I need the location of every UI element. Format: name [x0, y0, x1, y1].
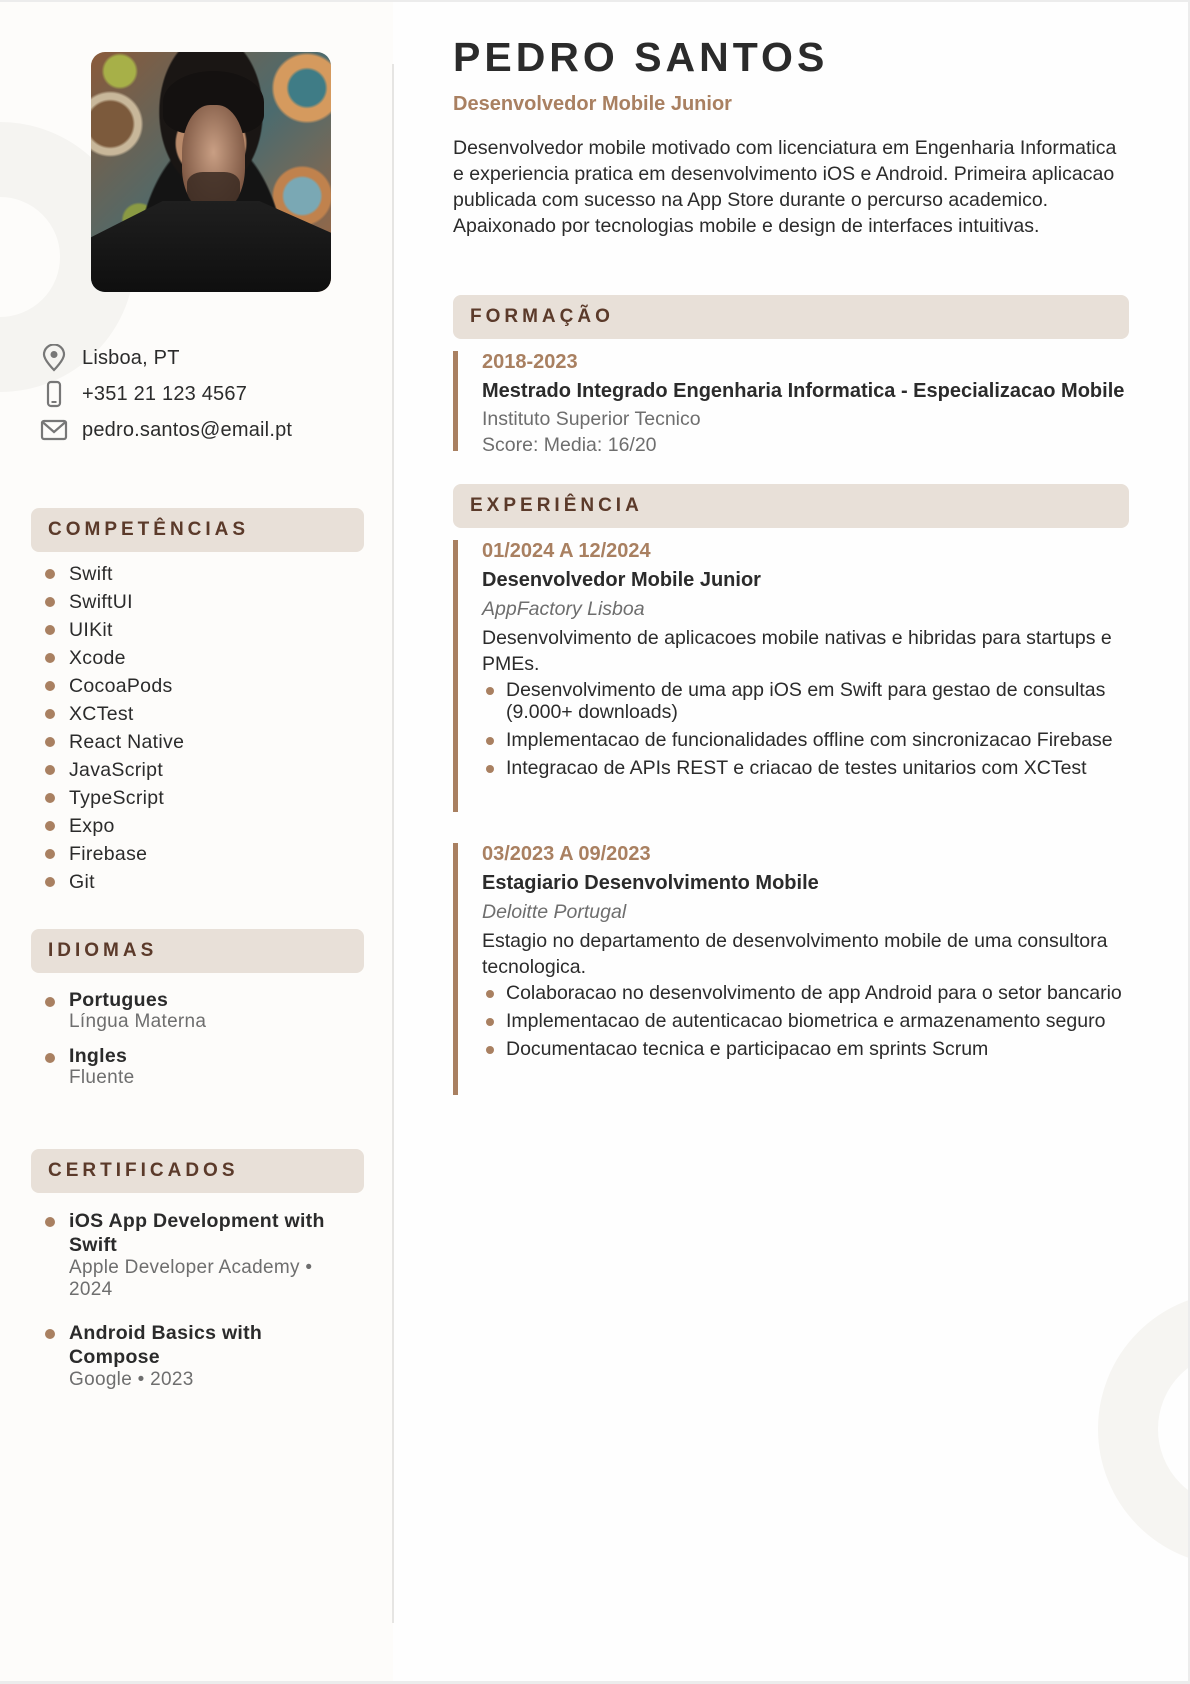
bullet-dot-icon: [486, 687, 494, 695]
certificates-section: [31, 1149, 364, 1411]
bullet-dot-icon: [486, 1046, 494, 1054]
timeline-bar: [453, 540, 458, 812]
experience-title: Desenvolvedor Mobile Junior: [482, 569, 761, 591]
skill-item: Expo: [31, 812, 364, 840]
bullet-dot-icon: [45, 709, 55, 719]
certificate-item: Android Basics with Compose Google • 2023: [31, 1321, 364, 1391]
skill-item: SwiftUI: [31, 588, 364, 616]
timeline-bar: [453, 351, 458, 451]
experience-company: Deloitte Portugal: [482, 901, 627, 923]
certificates-heading: CERTIFICADOS: [31, 1149, 364, 1193]
contact-phone: [40, 376, 292, 412]
bullet-dot-icon: [486, 737, 494, 745]
skill-item: Xcode: [31, 644, 364, 672]
skills-heading: COMPETÊNCIAS: [31, 508, 364, 552]
bullet-dot-icon: [45, 1217, 55, 1227]
sidebar-divider: [392, 64, 394, 1623]
candidate-name: PEDRO SANTOS: [453, 34, 829, 80]
skill-item: Firebase: [31, 840, 364, 868]
bullet-dot-icon: [45, 597, 55, 607]
experience-date: 03/2023 A 09/2023: [482, 843, 651, 865]
contact-location: [40, 340, 292, 376]
bullet-dot-icon: [45, 997, 55, 1007]
experience-description: Desenvolvimento de aplicacoes mobile nativas e hibridas para startups e PMEs.: [482, 627, 1112, 675]
phone-icon: [40, 380, 68, 408]
bullet-dot-icon: [45, 681, 55, 691]
skill-item: JavaScript: [31, 756, 364, 784]
profile-photo: [91, 52, 331, 292]
bullet-dot-icon: [486, 990, 494, 998]
bullet-dot-icon: [45, 625, 55, 635]
sidebar: [0, 2, 393, 1681]
education-degree: Mestrado Integrado Engenharia Informatica - Especializacao Mobile: [482, 380, 1125, 402]
education-heading: FORMAÇÃO: [453, 295, 1129, 339]
bullet-dot-icon: [45, 737, 55, 747]
experience-company: AppFactory Lisboa: [482, 598, 645, 620]
experience-entry: [453, 840, 1183, 1066]
achievement-item: Desenvolvimento de uma app iOS em Swift para gestao de consultas (9.000+ downloads): [482, 679, 1132, 723]
achievement-item: Integracao de APIs REST e criacao de testes unitarios com XCTest: [482, 757, 1132, 779]
contact-info: [40, 340, 292, 448]
bullet-dot-icon: [45, 653, 55, 663]
experience-achievements: [482, 982, 1183, 1060]
bullet-dot-icon: [45, 793, 55, 803]
skills-list: [31, 552, 364, 896]
skill-item: CocoaPods: [31, 672, 364, 700]
location-pin-icon: [40, 344, 68, 372]
bullet-dot-icon: [486, 765, 494, 773]
bullet-dot-icon: [45, 877, 55, 887]
education-date: 2018-2023: [482, 351, 578, 373]
bullet-dot-icon: [45, 1329, 55, 1339]
bullet-dot-icon: [45, 849, 55, 859]
profile-summary: Desenvolvedor mobile motivado com licenciatura em Engenharia Informatica e experiencia pratica em desenvolvimento iOS e Android. Primeira aplicacao publicada com sucesso na App Store durante o percurso academico. Apaixonado por tecnologias mobile e design de interfaces intuitivas.: [453, 137, 1117, 237]
candidate-role: Desenvolvedor Mobile Junior: [453, 93, 732, 115]
achievement-item: Implementacao de autenticacao biometrica e armazenamento seguro: [482, 1010, 1132, 1032]
experience-title: Estagiario Desenvolvimento Mobile: [482, 872, 819, 894]
skill-item: UIKit: [31, 616, 364, 644]
experience-entry: [453, 537, 1183, 785]
education-score: Score: Media: 16/20: [482, 434, 657, 456]
skill-item: TypeScript: [31, 784, 364, 812]
languages-list: [31, 973, 364, 1089]
certificate-item: iOS App Development with Swift Apple Developer Academy • 2024: [31, 1209, 364, 1301]
skill-item: XCTest: [31, 700, 364, 728]
achievement-item: Implementacao de funcionalidades offline com sincronizacao Firebase: [482, 729, 1132, 751]
bullet-dot-icon: [45, 821, 55, 831]
languages-heading: IDIOMAS: [31, 929, 364, 973]
education-entry: [453, 348, 1183, 458]
experience-achievements: [482, 679, 1183, 779]
skill-item: Git: [31, 868, 364, 896]
contact-email: [40, 412, 292, 448]
skill-item: React Native: [31, 728, 364, 756]
experience-heading: EXPERIÊNCIA: [453, 484, 1129, 528]
skill-item: Swift: [31, 560, 364, 588]
decorative-ring: [1098, 1292, 1188, 1566]
bullet-dot-icon: [486, 1018, 494, 1026]
experience-date: 01/2024 A 12/2024: [482, 540, 651, 562]
bullet-dot-icon: [45, 1053, 55, 1063]
timeline-bar: [453, 843, 458, 1095]
certificates-list: [31, 1193, 364, 1391]
experience-description: Estagio no departamento de desenvolvimento mobile de uma consultora tecnologica.: [482, 930, 1108, 978]
achievement-item: Colaboracao no desenvolvimento de app Android para o setor bancario: [482, 982, 1132, 1004]
languages-section: [31, 929, 364, 1101]
mail-icon: [40, 416, 68, 444]
location-text: Lisboa, PT: [82, 346, 180, 369]
achievement-item: Documentacao tecnica e participacao em sprints Scrum: [482, 1038, 1132, 1060]
education-school: Instituto Superior Tecnico: [482, 408, 701, 430]
phone-text: +351 21 123 4567: [82, 382, 248, 405]
bullet-dot-icon: [45, 569, 55, 579]
language-item: Ingles Fluente: [31, 1045, 364, 1089]
email-link[interactable]: pedro.santos@email.pt: [82, 418, 293, 441]
bullet-dot-icon: [45, 765, 55, 775]
skills-section: [31, 508, 364, 896]
language-item: Portugues Língua Materna: [31, 989, 364, 1033]
